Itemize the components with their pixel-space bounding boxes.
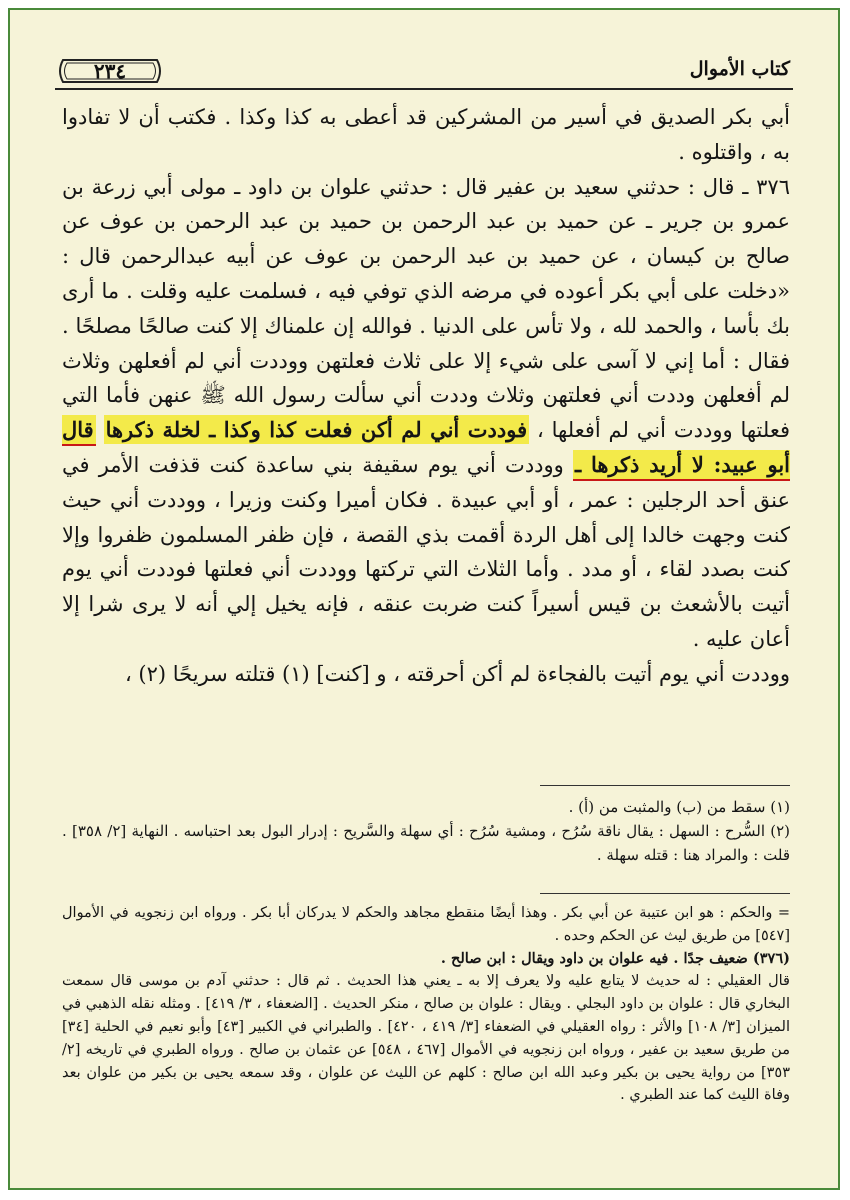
takhrij-notes bbox=[62, 902, 790, 1107]
takhrij-divider bbox=[540, 893, 790, 894]
main-text bbox=[62, 100, 790, 692]
footnotes bbox=[62, 795, 790, 867]
header-divider bbox=[55, 88, 793, 90]
takhrij-grading: (٣٧٦) ضعيف جدًا . فيه علوان بن داود ويقال : ابن صالح . bbox=[440, 949, 790, 967]
main-paragraph: أبي بكر الصديق في أسير من المشركين قد أعطى به كذا وكذا . فكتب أن لا تفادوا به ، واقتلوه . bbox=[62, 105, 790, 164]
footnote-2: (٢) السُّرح : السهل : يقال ناقة سُرُح ، ومشية سُرُح : أي سهلة والسَّريح : إدرار البول بعد احتباسه . النهاية [٢/ ٣٥٨] . قلت : والمراد هنا : قتله سهلة . bbox=[62, 822, 790, 864]
highlighted-underlined-phrase: قال أبو عبيد: لا أريد ذكرها ـ bbox=[62, 415, 790, 481]
page-header bbox=[10, 10, 838, 83]
takhrij-detail: قال العقيلي : له حديث لا يتابع عليه ولا يعرف إلا به ـ يعني هذا الحديث . ثم قال : حدثني آدم بن موسى قال سمعت البخاري قال : علوان بن داود البجلي . ويقال : علوان بن صالح ، منكر الحديث . [الضعفاء ، ٣/ ٤١٩] . ومثله نقله الذهبي في الميزان [٣/ ١٠٨] والأثر : رواه العقيلي في الضعفاء [٣/ ٤١٩ ، ٤٢٠] . والطبراني في الكبير [٤٣] وأبو نعيم في الحلية [٣٤] من طريق سعيد بن عفير ، ورواه ابن زنجويه في الأموال [٤٦٧ ، ٥٤٨] عن عثمان بن صالح . ورواه الطبري في تاريخه [٢/ ٣٥٣] من رواية يحيى بن بكير وعبد الله ابن صالح : كلهم عن الليث عن علوان ، وقد سمعه يحيى بن بكير من علوان بعد وفاة الليث كما عند الطبري . bbox=[62, 973, 791, 1104]
hadith-text-part-1: ٣٧٦ ـ قال : حدثني سعيد بن عفير قال : حدثني علوان بن داود ـ مولى أبي زرعة بن عمرو بن جرير ـ عن حميد بن عبد الرحمن بن حميد بن عبد الرحمن بن عوف عن صالح بن كيسان ، عن حميد بن عبد الرحمن بن عوف عن أبيه عبدالرحمن قال : «دخلت على أبي بكر أعوده في مرضه الذي توفي فيه ، فسلمت عليه وقلت . ما أرى بك بأسا ، والحمد لله ، ولا تأس على الدنيا . فوالله إن علمناك إلا كنت صالحًا مصلحًا . فقال : أما إني لا آسى على شيء إلا على ثلاث فعلتهن ووددت أني لم أفعلهن وثلاث لم أفعلهن وددت أني فعلتهن وثلاث وددت أني سألت رسول الله ﷺ عنهن فأما التي فعلتها ووددت أني لم أفعلها ، bbox=[62, 174, 790, 443]
highlighted-phrase: فوددت أني لم أكن فعلت كذا وكذا ـ لخلة ذكرها bbox=[105, 417, 528, 443]
takhrij-continuation: = والحكم : هو ابن عتيبة عن أبي بكر . وهذا أيضًا منقطع مجاهد والحكم لا يدركان أبا بكر . ورواه ابن زنجويه في الأموال [٥٤٧] من طريق ليث عن الحكم وحده . bbox=[62, 905, 790, 944]
hadith-paragraph bbox=[62, 170, 790, 657]
book-page bbox=[8, 8, 840, 1190]
footnote-1: (١) سقط من (ب) والمثبت من (أ) . bbox=[568, 798, 790, 816]
page-number: ٢٣٤ bbox=[93, 59, 127, 83]
main-paragraph: ووددت أني يوم أتيت بالفجاءة لم أكن أحرقته ، و [كنت] (١) قتلته سريحًا (٢) ، bbox=[124, 661, 790, 686]
footnote-divider bbox=[540, 785, 790, 786]
page-number-frame bbox=[55, 57, 165, 85]
hadith-text-part-2: ووددت أني يوم سقيفة بني ساعدة كنت قذفت الأمر في عنق أحد الرجلين : عمر ، أو أبي عبيدة . فكان أميرا وكنت وزيرا ، ووددت أني حيث كنت وجهت خالدا إلى أهل الردة أقمت بذي القصة ، فإن ظفر المسلمون ظفروا وإلا كنت بصدد لقاء ، أو مدد . وأما الثلاث التي تركتها ووددت أني فعلتها فوددت أني يوم أتيت بالأشعث بن قيس أسيراً كنت ضربت عنقه ، فإنه يخيل إلي أنه لا يرى شرا إلا أعان عليه . bbox=[62, 452, 790, 651]
book-title: كتاب الأموال bbox=[689, 58, 790, 80]
